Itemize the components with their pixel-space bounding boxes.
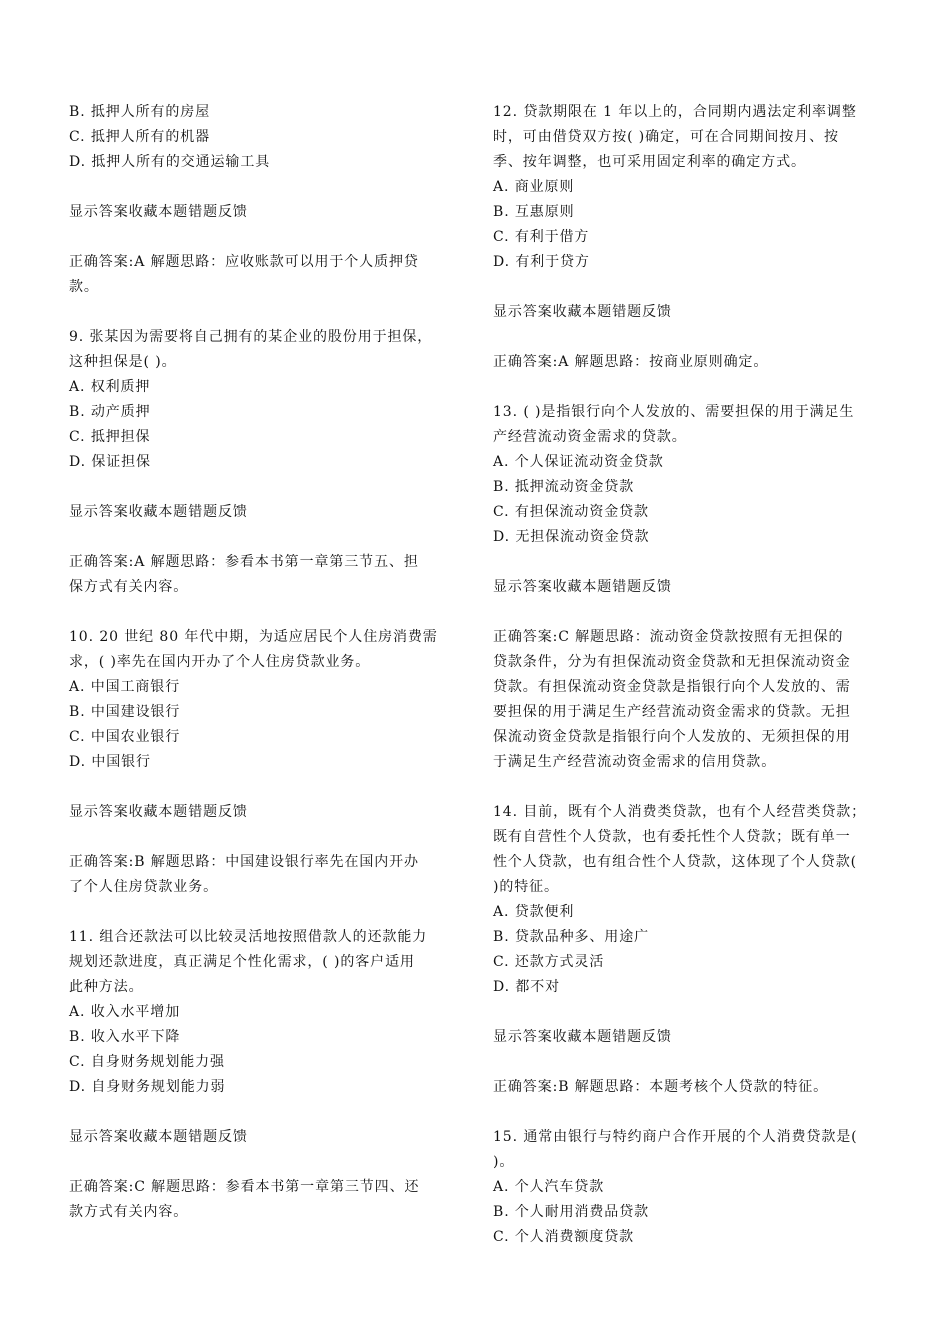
- answer-actions-link[interactable]: 显示答案收藏本题错题反馈: [69, 1129, 248, 1145]
- answer-actions-link[interactable]: 显示答案收藏本题错题反馈: [69, 804, 248, 820]
- text-line: 产经营流动资金需求的贷款。: [493, 429, 687, 445]
- answer-explanation: 正确答案:A 解题思路：按商业原则确定。: [493, 354, 769, 370]
- spacer: [493, 600, 886, 625]
- spacer: [69, 900, 462, 925]
- answer-option: A. 贷款便利: [493, 904, 575, 920]
- question-stem: 14. 目前，既有个人消费类贷款，也有个人经营类贷款；: [493, 804, 867, 820]
- text-line: 季、按年调整，也可采用固定利率的确定方式。: [493, 154, 806, 170]
- answer-option: C. 有担保流动资金贷款: [493, 504, 649, 520]
- answer-option: C. 有利于借方: [493, 229, 590, 245]
- answer-option: B. 抵押人所有的房屋: [69, 104, 211, 120]
- question-stem: 9. 张某因为需要将自己拥有的某企业的股份用于担保，: [69, 329, 433, 345]
- answer-explanation: 正确答案:B 解题思路：本题考核个人贷款的特征。: [493, 1079, 829, 1095]
- answer-explanation: 正确答案:A 解题思路：参看本书第一章第三节五、担: [69, 554, 419, 570]
- text-line: 这种担保是( )。: [69, 354, 177, 370]
- spacer: [493, 325, 886, 350]
- text-line: 保流动资金贷款是指银行向个人发放的、无须担保的用: [493, 729, 851, 745]
- spacer: [493, 1100, 886, 1125]
- answer-option: D. 保证担保: [69, 454, 151, 470]
- spacer: [493, 375, 886, 400]
- spacer: [69, 300, 462, 325]
- answer-actions-link[interactable]: 显示答案收藏本题错题反馈: [493, 304, 672, 320]
- text-line: 保方式有关内容。: [69, 579, 189, 595]
- text-line: )。: [493, 1154, 515, 1170]
- answer-option: D. 自身财务规划能力弱: [69, 1079, 226, 1095]
- answer-option: B. 中国建设银行: [69, 704, 181, 720]
- text-line: 要担保的用于满足生产经营流动资金需求的贷款。无担: [493, 704, 851, 720]
- left-column: [69, 100, 462, 1225]
- answer-option: B. 互惠原则: [493, 204, 575, 220]
- spacer: [69, 225, 462, 250]
- answer-actions-link[interactable]: 显示答案收藏本题错题反馈: [69, 504, 248, 520]
- question-stem: 13. ( )是指银行向个人发放的、需要担保的用于满足生: [493, 404, 855, 420]
- spacer: [493, 550, 886, 575]
- answer-option: B. 动产质押: [69, 404, 151, 420]
- answer-option: C. 个人消费额度贷款: [493, 1229, 635, 1245]
- spacer: [493, 1050, 886, 1075]
- text-line: 了个人住房贷款业务。: [69, 879, 218, 895]
- answer-option: C. 抵押人所有的机器: [69, 129, 211, 145]
- answer-actions-link[interactable]: 显示答案收藏本题错题反馈: [493, 1029, 672, 1045]
- spacer: [69, 775, 462, 800]
- text-line: 性个人贷款，也有组合性个人贷款，这体现了个人贷款(: [493, 854, 857, 870]
- answer-option: D. 有利于贷方: [493, 254, 590, 270]
- answer-actions-link[interactable]: 显示答案收藏本题错题反馈: [493, 579, 672, 595]
- spacer: [69, 600, 462, 625]
- text-line: 款方式有关内容。: [69, 1204, 189, 1220]
- answer-option: A. 个人汽车贷款: [493, 1179, 605, 1195]
- text-line: 求，( )率先在国内开办了个人住房贷款业务。: [69, 654, 371, 670]
- question-stem: 12. 贷款期限在 1 年以上的，合同期内遇法定利率调整: [493, 104, 857, 120]
- answer-option: D. 都不对: [493, 979, 561, 995]
- answer-option: A. 收入水平增加: [69, 1004, 181, 1020]
- spacer: [69, 1100, 462, 1125]
- spacer: [493, 275, 886, 300]
- text-line: 既有自营性个人贷款，也有委托性个人贷款；既有单一: [493, 829, 851, 845]
- question-stem: 15. 通常由银行与特约商户合作开展的个人消费贷款是(: [493, 1129, 858, 1145]
- answer-option: A. 中国工商银行: [69, 679, 181, 695]
- text-line: 于满足生产经营流动资金需求的信用贷款。: [493, 754, 777, 770]
- answer-option: C. 还款方式灵活: [493, 954, 605, 970]
- spacer: [69, 475, 462, 500]
- text-line: 此种方法。: [69, 979, 144, 995]
- answer-option: D. 中国银行: [69, 754, 151, 770]
- question-stem: 10. 20 世纪 80 年代中期，为适应居民个人住房消费需: [69, 629, 438, 645]
- right-column: [493, 100, 886, 1250]
- answer-explanation: 正确答案:C 解题思路：流动资金贷款按照有无担保的: [493, 629, 844, 645]
- text-line: 贷款。有担保流动资金贷款是指银行向个人发放的、需: [493, 679, 851, 695]
- answer-option: A. 权利质押: [69, 379, 151, 395]
- answer-option: B. 个人耐用消费品贷款: [493, 1204, 649, 1220]
- text-line: 贷款条件，分为有担保流动资金贷款和无担保流动资金: [493, 654, 851, 670]
- answer-option: B. 抵押流动资金贷款: [493, 479, 635, 495]
- answer-actions-link[interactable]: 显示答案收藏本题错题反馈: [69, 204, 248, 220]
- answer-option: A. 商业原则: [493, 179, 575, 195]
- text-line: 规划还款进度，真正满足个性化需求，( )的客户适用: [69, 954, 415, 970]
- answer-option: A. 个人保证流动资金贷款: [493, 454, 664, 470]
- answer-option: C. 抵押担保: [69, 429, 151, 445]
- spacer: [69, 525, 462, 550]
- answer-explanation: 正确答案:C 解题思路：参看本书第一章第三节四、还: [69, 1179, 420, 1195]
- text-line: 款。: [69, 279, 99, 295]
- answer-option: B. 贷款品种多、用途广: [493, 929, 649, 945]
- answer-option: D. 无担保流动资金贷款: [493, 529, 650, 545]
- answer-option: B. 收入水平下降: [69, 1029, 181, 1045]
- question-stem: 11. 组合还款法可以比较灵活地按照借款人的还款能力: [69, 929, 428, 945]
- answer-option: C. 中国农业银行: [69, 729, 181, 745]
- text-line: )的特征。: [493, 879, 559, 895]
- spacer: [69, 175, 462, 200]
- answer-option: C. 自身财务规划能力强: [69, 1054, 225, 1070]
- spacer: [493, 1000, 886, 1025]
- text-line: 时，可由借贷双方按( )确定，可在合同期间按月、按: [493, 129, 839, 145]
- answer-option: D. 抵押人所有的交通运输工具: [69, 154, 271, 170]
- answer-explanation: 正确答案:A 解题思路：应收账款可以用于个人质押贷: [69, 254, 419, 270]
- spacer: [69, 825, 462, 850]
- spacer: [69, 1150, 462, 1175]
- answer-explanation: 正确答案:B 解题思路：中国建设银行率先在国内开办: [69, 854, 419, 870]
- spacer: [493, 775, 886, 800]
